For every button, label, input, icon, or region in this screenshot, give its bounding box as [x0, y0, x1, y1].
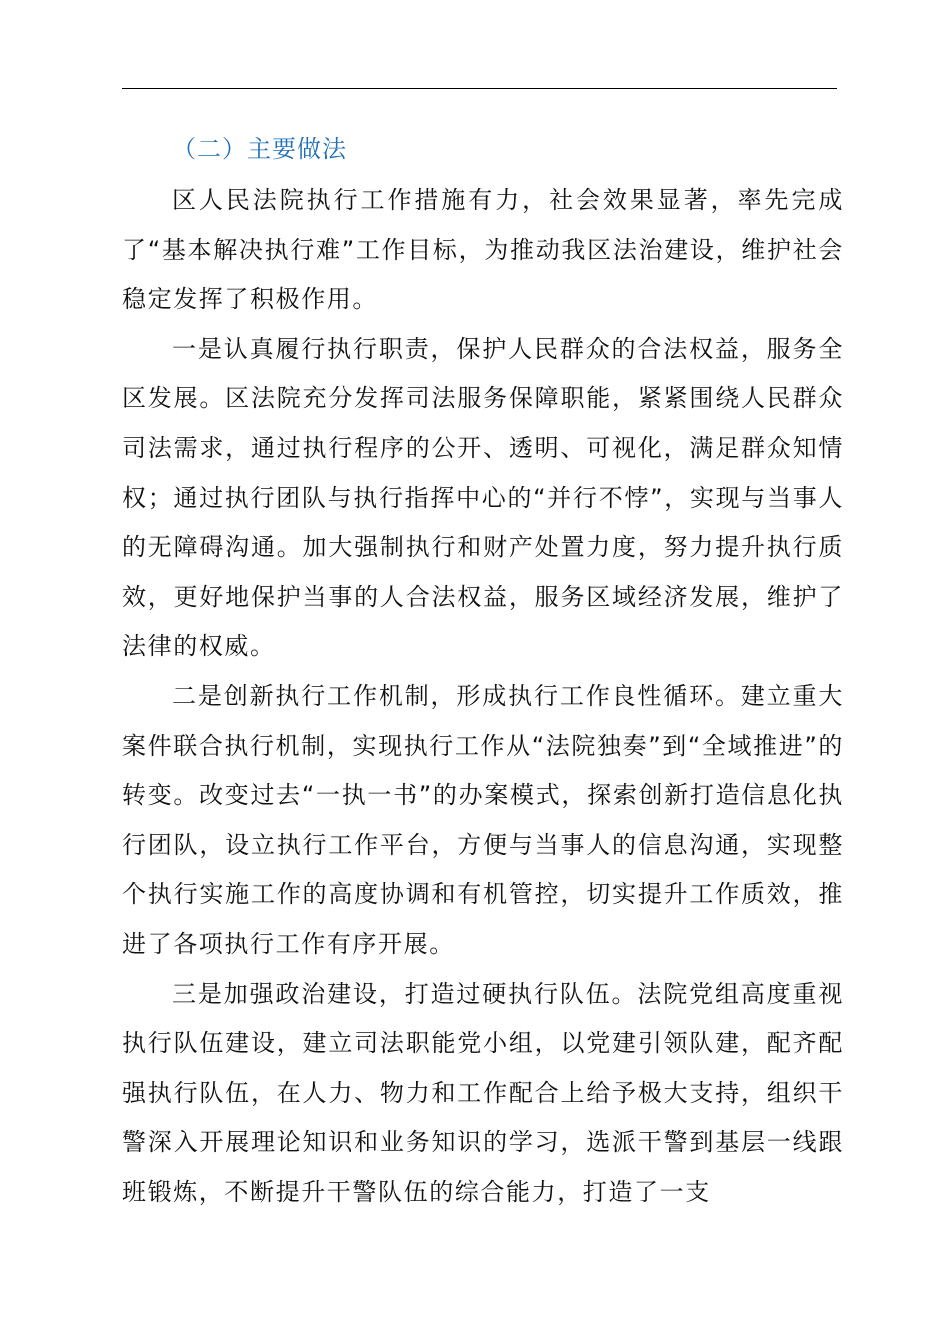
header-rule — [122, 88, 837, 89]
section-heading: （二）主要做法 — [172, 135, 347, 163]
paragraph-one: 一是认真履行执行职责，保护人民群众的合法权益，服务全区发展。区法院充分发挥司法服务保障职能，紧紧围绕人民群众司法需求，通过执行程序的公开、透明、可视化，满足群众知情权；通过执行团队与执行指挥中心的“并行不悖”，实现与当事人的无障碍沟通。加大强制执行和财产处置力度，努力提升执行质效，更好地保护当事的人合法权益，服务区域经济发展，维护了法律的权威。 — [122, 334, 844, 661]
document-body — [122, 126, 844, 1217]
paragraph-two: 二是创新执行工作机制，形成执行工作良性循环。建立重大案件联合执行机制，实现执行工作从“法院独奏”到“全域推进”的转变。改变过去“一执一书”的办案模式，探索创新打造信息化执行团队，设立执行工作平台，方便与当事人的信息沟通，实现整个执行实施工作的高度协调和有机管控，切实提升工作质效，推进了各项执行工作有序开展。 — [122, 681, 844, 958]
paragraph-three: 三是加强政治建设，打造过硬执行队伍。法院党组高度重视执行队伍建设，建立司法职能党小组，以党建引领队建，配齐配强执行队伍，在人力、物力和工作配合上给予极大支持，组织干警深入开展理论知识和业务知识的学习，选派干警到基层一线跟班锻炼，不断提升干警队伍的综合能力，打造了一支 — [122, 979, 844, 1206]
paragraph-intro: 区人民法院执行工作措施有力，社会效果显著，率先完成了“基本解决执行难”工作目标，为推动我区法治建设，维护社会稳定发挥了积极作用。 — [122, 186, 844, 314]
